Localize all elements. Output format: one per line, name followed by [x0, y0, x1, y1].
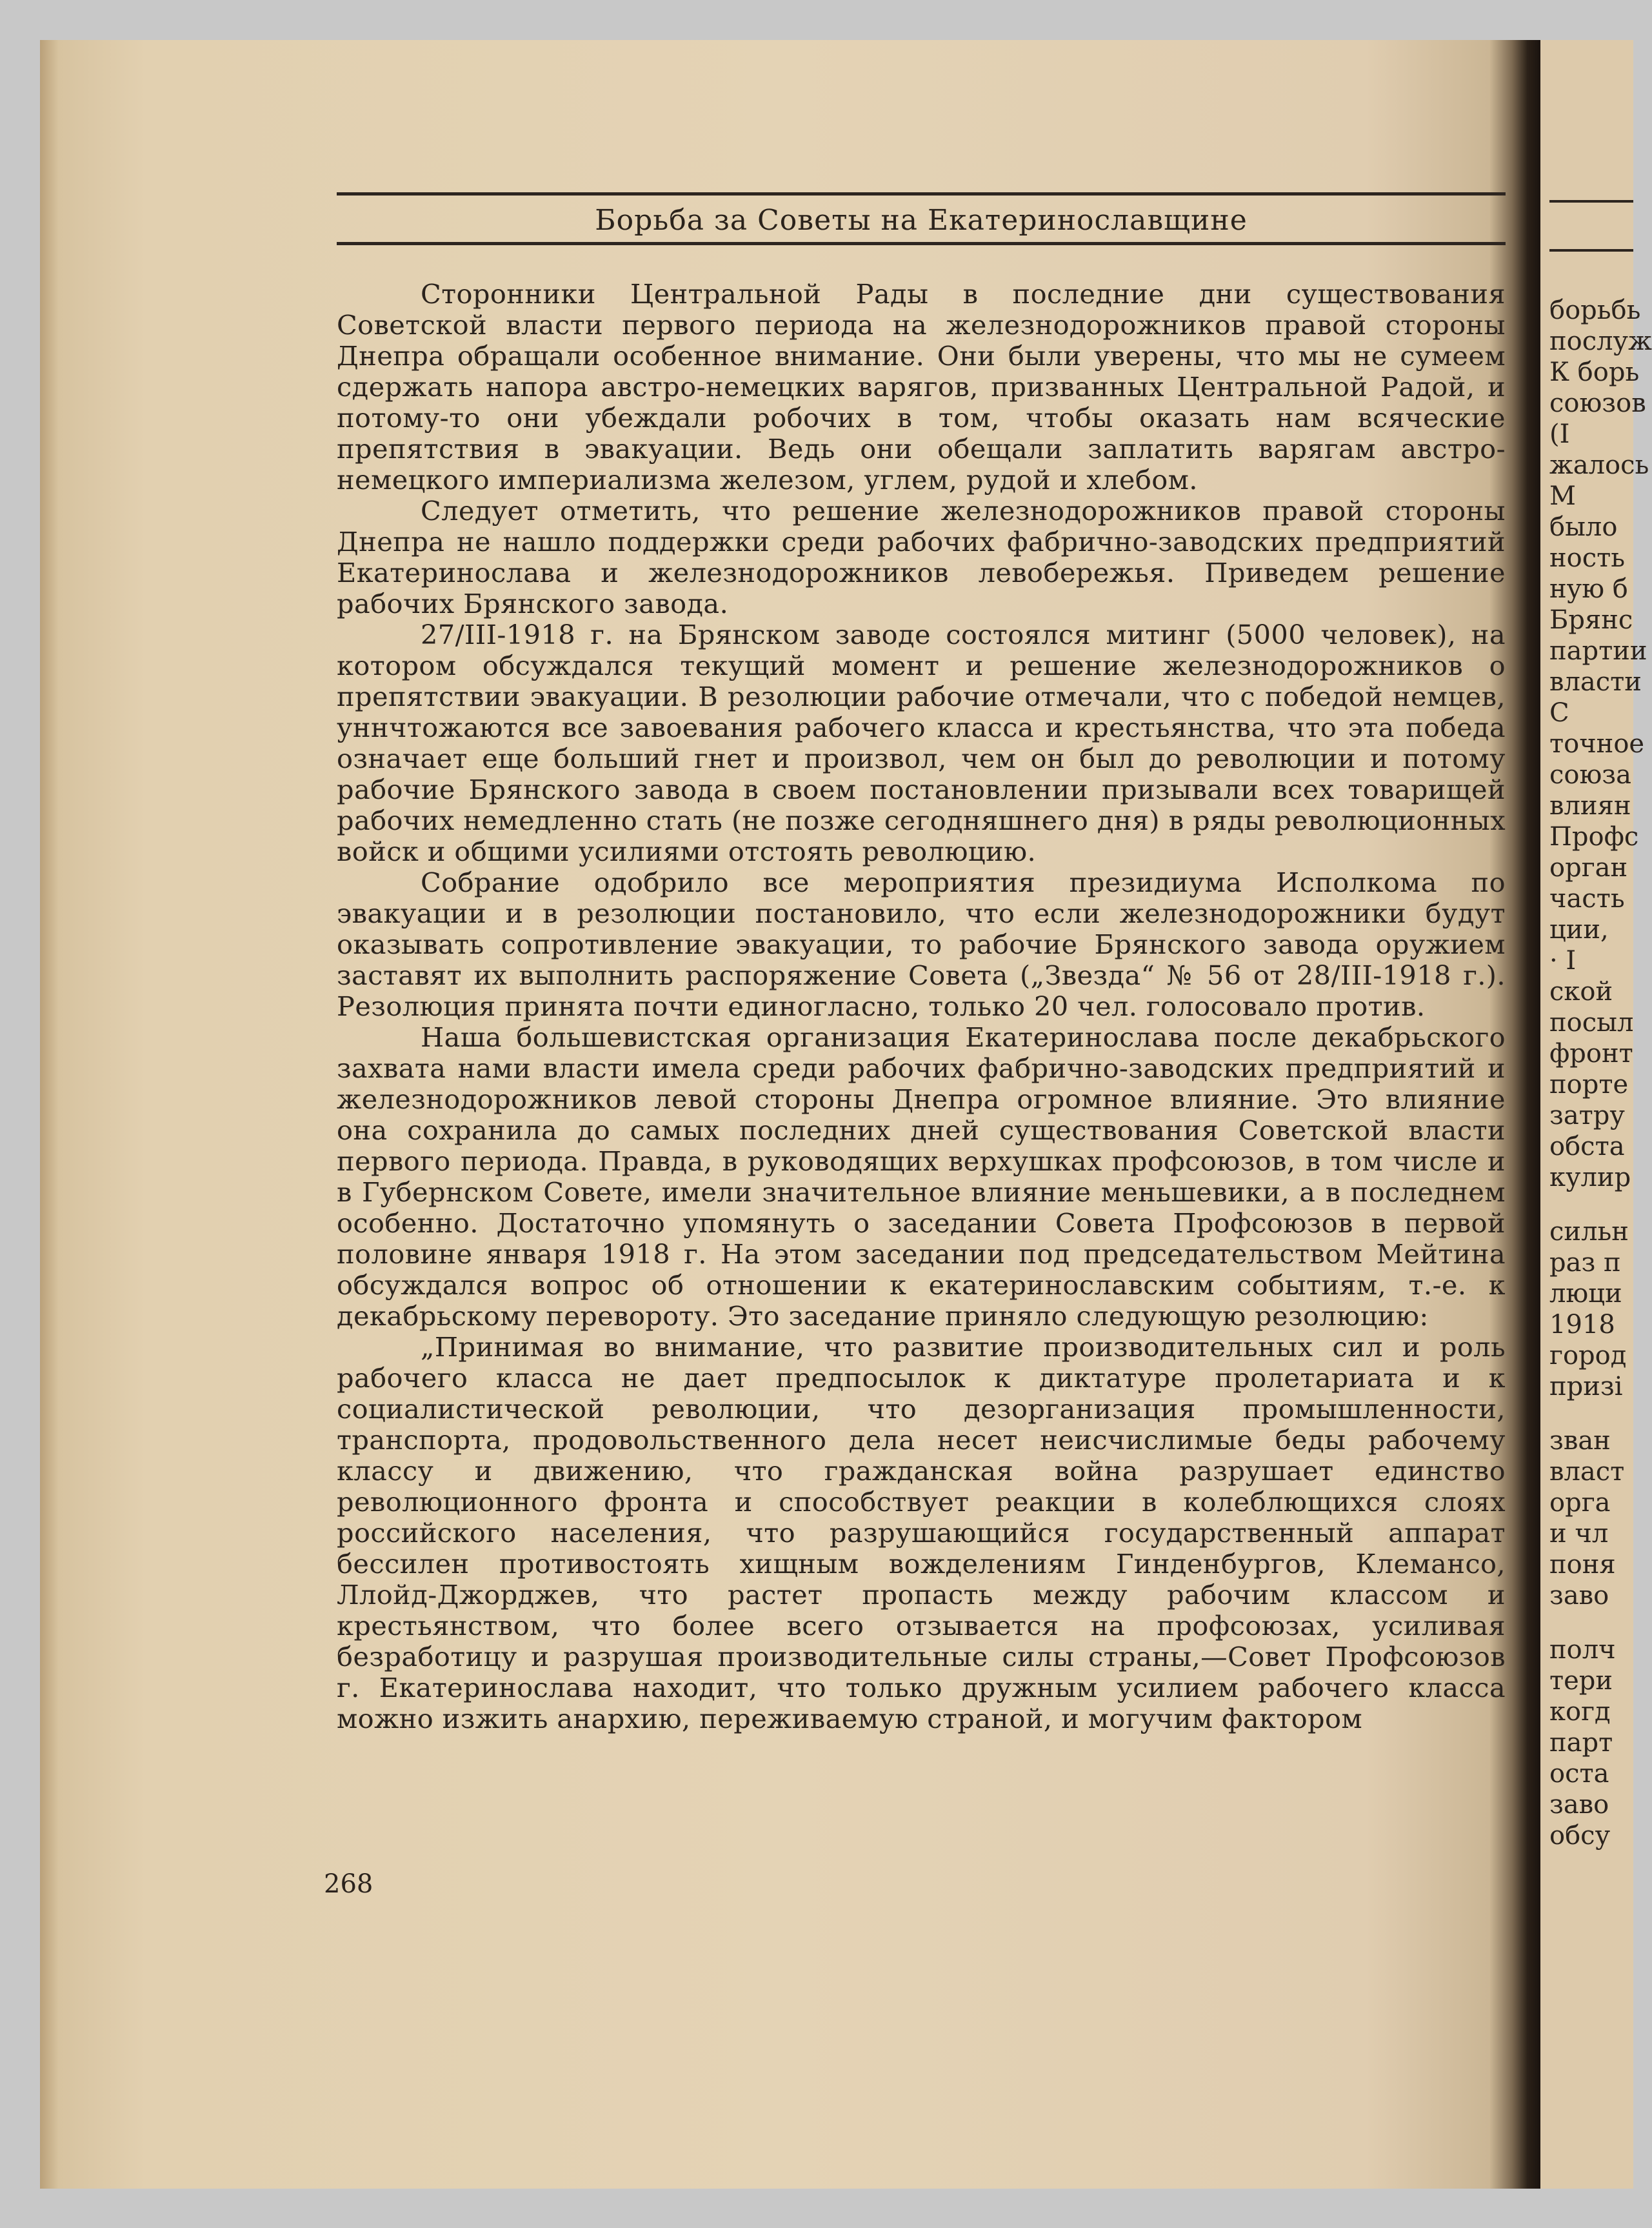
paragraph: Наша большевистская организация Екатеринослава после декабрьского захвата нами власти имела среди рабочих фабрично-заводских предприятий и железнодорожников левой стороны Днепра огромное влияние. Это влияние она сохранила до самых последних дней существования Советской власти первого периода. Правда, в руководящих верхушках профсоюзов, в том числе и в Губернском Совете, имели значительное влияние меньшевики, а в последнем особенно. Достаточно упомянуть о заседании Совета Профсоюзов в первой половине января 1918 г. На этом заседании под председательством Мейтина обсуждался вопрос об отношении к екатеринославским событиям, т.-е. к декабрьскому перевороту. Это заседание приняло следующую резолюцию: — [337, 1021, 1506, 1332]
facing-line: было — [1549, 512, 1618, 542]
page-number: 268 — [324, 1869, 373, 1899]
facing-line: влиян — [1549, 791, 1631, 821]
facing-line: (І — [1549, 419, 1570, 449]
facing-line: часть — [1549, 884, 1625, 914]
main-text-column — [337, 279, 1506, 1734]
facing-line: зван — [1549, 1426, 1611, 1456]
facing-line: союзов — [1549, 388, 1646, 418]
facing-line: парт — [1549, 1728, 1613, 1758]
facing-line: ную б — [1549, 574, 1628, 604]
facing-line: союза — [1549, 760, 1631, 790]
facing-line: фронт — [1549, 1039, 1633, 1069]
facing-line-gap — [1549, 1193, 1640, 1216]
facing-line-gap — [1549, 1402, 1640, 1425]
paragraph: Собрание одобрило все мероприятия президиума Исполкома по эвакуации и в резолюции постановило, что если железнодорожники будут оказывать сопротивление эвакуации, то рабочие Брянского завода оружием заставят их выполнить распоряжение Совета („Звезда“ № 56 от 28/III-1918 г.). Резолюция принята почти единогласно, только 20 чел. голосовало против. — [337, 867, 1506, 1022]
facing-line: Профс — [1549, 822, 1639, 852]
header-bottom-rule — [337, 242, 1506, 245]
facing-line: К борь — [1549, 357, 1640, 387]
header-top-rule — [337, 192, 1506, 196]
facing-line: призі — [1549, 1372, 1623, 1401]
book-edge — [40, 40, 59, 2189]
facing-line: партии — [1549, 636, 1647, 666]
paragraph: Сторонники Центральной Рады в последние дни существования Советской власти первого периода на железнодорожников правой стороны Днепра обращали особенное внимание. Они были уверены, что мы не сумеем сдержать напора австро-немецких варягов, призванных Центральной Радой, и потому-то они убеждали робочих в том, чтобы оказать нам всяческие препятствия в эвакуации. Ведь они обещали заплатить варягам австро-немецкого империализма железом, углем, рудой и хлебом. — [337, 278, 1506, 496]
facing-line: М — [1549, 481, 1576, 511]
facing-line: орган — [1549, 853, 1628, 883]
facing-line: поня — [1549, 1550, 1616, 1580]
facing-line: ской — [1549, 977, 1613, 1007]
running-head: Борьба за Советы на Екатеринославщине — [595, 204, 1248, 237]
paragraph: Следует отметить, что решение железнодорожников правой стороны Днепра не нашло поддержки среди рабочих фабрично-заводских предприятий Екатеринослава и железнодорожников левобережья. Приведем решение рабочих Брянского завода. — [337, 495, 1506, 619]
facing-line: обсу — [1549, 1821, 1611, 1851]
facing-line: заво — [1549, 1790, 1609, 1820]
facing-line: тери — [1549, 1666, 1613, 1696]
facing-line: город — [1549, 1341, 1627, 1370]
facing-line: обста — [1549, 1132, 1625, 1161]
facing-line: точное — [1549, 729, 1645, 759]
facing-line: борьбь — [1549, 296, 1641, 325]
facing-line-gap — [1549, 1611, 1640, 1634]
quoted-resolution: „Принимая во внимание, что развитие производительных сил и роль рабочего класса не дает предпосылок к диктатуре пролетариата и к социалистической революции, что дезорганизация промышленности, транспорта, продовольственного дела несет неисчислимые беды рабочему классу и движению, что гражданская война разрушает единство революционного фронта и способствует реакции в колеблющихся слоях российского населения, что разрушающийся государственный аппарат бессилен противостоять хищным вожделениям Гинденбургов, Клемансо, Ллойд-Джорджев, что растет пропасть между рабочим классом и крестьянством, что более всего отзывается на профсоюзах, усиливая безработицу и разрушая производительные силы страны,—Совет Профсоюзов г. Екатеринослава находит, что только дружным усилием рабочего класса можно изжить анархию, переживаемую страной, и могучим фактором — [337, 1331, 1506, 1734]
facing-line: Брянс — [1549, 605, 1633, 635]
facing-line: заво — [1549, 1581, 1609, 1611]
facing-line: сильн — [1549, 1217, 1629, 1247]
facing-line: порте — [1549, 1070, 1629, 1099]
facing-line: власт — [1549, 1457, 1625, 1487]
facing-line: раз п — [1549, 1248, 1621, 1278]
facing-header-rule-2 — [1549, 249, 1633, 252]
facing-line: полч — [1549, 1635, 1616, 1665]
paragraph: 27/III-1918 г. на Брянском заводе состоялся митинг (5000 человек), на котором обсуждался текущий момент и решение железнодорожников о препятствии эвакуации. В резолюции рабочие отмечали, что с победой немцев, уннчтожаются все завоевания рабочего класса и крестьянства, что эта победа означает еще больший гнет и произвол, чем он был до революции и потому рабочие Брянского завода в своем постановлении призывали всех товарищей рабочих немедленно стать (не позже сегодняшнего дня) в ряды революционных войск и общими усилиями отстоять революцию. — [337, 619, 1506, 867]
facing-line: орга — [1549, 1488, 1611, 1518]
facing-line: люци — [1549, 1279, 1622, 1309]
facing-line: ции, — [1549, 915, 1609, 945]
facing-line: власти — [1549, 667, 1642, 697]
facing-line: жалось — [1549, 450, 1649, 480]
facing-line: и чл — [1549, 1519, 1609, 1549]
facing-line: посыл — [1549, 1008, 1634, 1038]
facing-line: ность — [1549, 543, 1626, 573]
facing-line: 1918 — [1549, 1310, 1615, 1340]
facing-line: оста — [1549, 1759, 1609, 1789]
facing-line: затру — [1549, 1101, 1625, 1130]
facing-line: послуж — [1549, 326, 1652, 356]
facing-line: · І — [1549, 946, 1577, 976]
scanned-book-spread — [40, 40, 1652, 2189]
facing-page-text — [1549, 295, 1652, 1851]
facing-line: кулир — [1549, 1163, 1631, 1192]
facing-header-rule — [1549, 200, 1633, 203]
facing-line: когд — [1549, 1697, 1611, 1727]
facing-line: С — [1549, 698, 1569, 728]
